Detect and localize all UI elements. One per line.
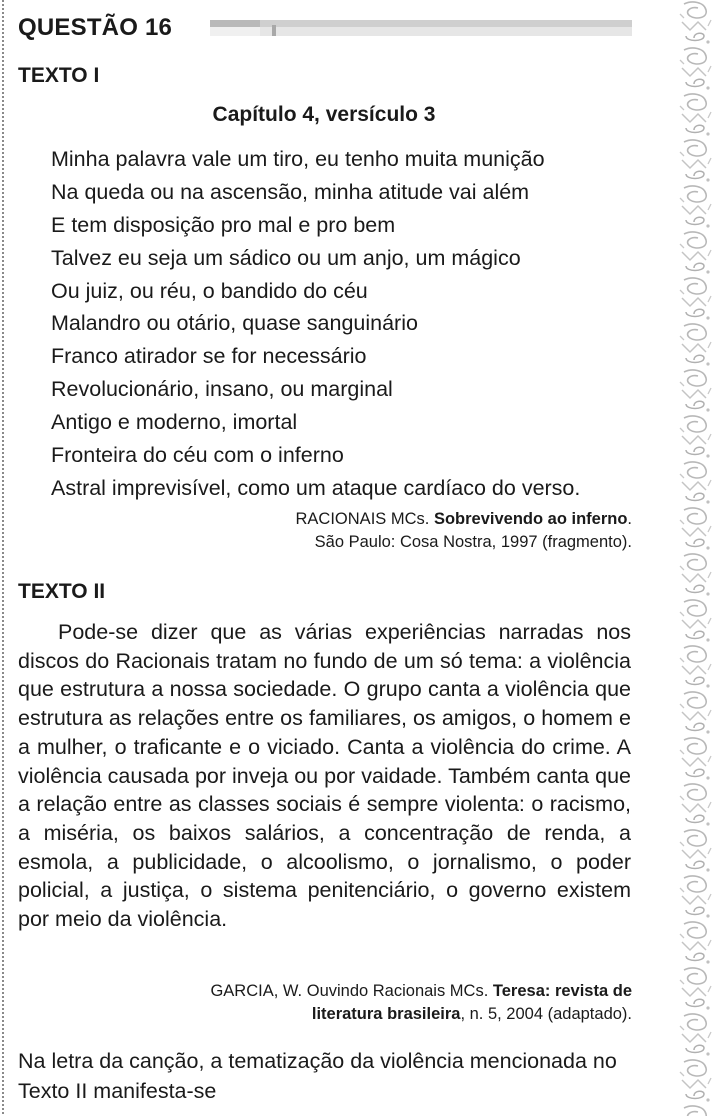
source-punctuation: .	[627, 510, 632, 528]
source-work-title-part-1: Teresa: revista de	[492, 982, 632, 1000]
question-header	[18, 12, 632, 46]
poem-line: Revolucionário, insano, ou marginal	[51, 377, 393, 402]
source-work-title: Sobrevivendo ao inferno	[433, 510, 628, 528]
decorative-side-border	[678, 0, 712, 1116]
texto-1-source-line-1	[296, 508, 632, 531]
left-dotted-rule	[2, 0, 4, 1116]
texto-1-source	[296, 508, 632, 554]
poem-line: Ou juiz, ou réu, o bandido do céu	[51, 278, 368, 303]
decorative-border-pattern	[678, 0, 712, 1116]
poem-line: Astral imprevisível, como um ataque cardíaco do verso.	[51, 475, 581, 500]
poem-line: Franco atirador se for necessário	[51, 344, 367, 369]
texto-2-source-line-2	[210, 1003, 632, 1026]
texto-2-paragraph-text: Pode-se dizer que as várias experiências narradas nos discos do Racionais tratam no fundo de um só tema: a violência que estrutura a nossa sociedade. O grupo canta a violência que estrutura as relações entre os familiares, os amigos, o homem e a mulher, o traficante e o viciado. Canta a violência do crime. A violência causada por inveja ou por vaidade. Também canta que a relação entre as classes sociais é sempre violenta: o racismo, a miséria, os baixos salários, a concentração de renda, a esmola, a publicidade, o alcoolismo, o jornalismo, o poder policial, a justiça, o sistema penitenciário, o governo existem por meio da violência.	[18, 620, 631, 932]
poem-line: Antigo e moderno, imortal	[51, 410, 298, 435]
poem-line: Minha palavra vale um tiro, eu tenho muita munição	[51, 147, 545, 171]
texto-2-paragraph	[18, 618, 631, 934]
poem-line: Talvez eu seja um sádico ou um anjo, um mágico	[51, 245, 521, 270]
source-details: , n. 5, 2004 (adaptado).	[460, 1005, 632, 1023]
poem-line: Fronteira do céu com o inferno	[51, 443, 344, 468]
source-publication: São Paulo: Cosa Nostra, 1997 (fragmento).	[314, 533, 632, 551]
question-prompt: Na letra da canção, a tematização da violência mencionada no Texto II manifesta-se	[18, 1049, 617, 1103]
texto-1-heading: TEXTO I	[18, 64, 100, 87]
texto-2-source	[210, 980, 632, 1026]
source-author: RACIONAIS MCs.	[295, 510, 434, 528]
poem-title: Capítulo 4, versículo 3	[212, 103, 436, 126]
source-work-title-part-2: literatura brasileira	[311, 1005, 461, 1023]
poem-line: E tem disposição pro mal e pro bem	[51, 212, 396, 237]
texto-2-heading: TEXTO II	[18, 580, 106, 603]
poem-line: Na queda ou na ascensão, minha atitude vai além	[51, 179, 530, 204]
texto-2-source-line-1	[210, 980, 632, 1003]
source-author: GARCIA, W. Ouvindo Racionais MCs.	[210, 982, 493, 1000]
poem-lines	[51, 143, 641, 505]
header-decorative-bar	[210, 20, 632, 36]
question-title: QUESTÃO 16	[18, 14, 173, 41]
poem-line: Malandro ou otário, quase sanguinário	[51, 311, 418, 336]
